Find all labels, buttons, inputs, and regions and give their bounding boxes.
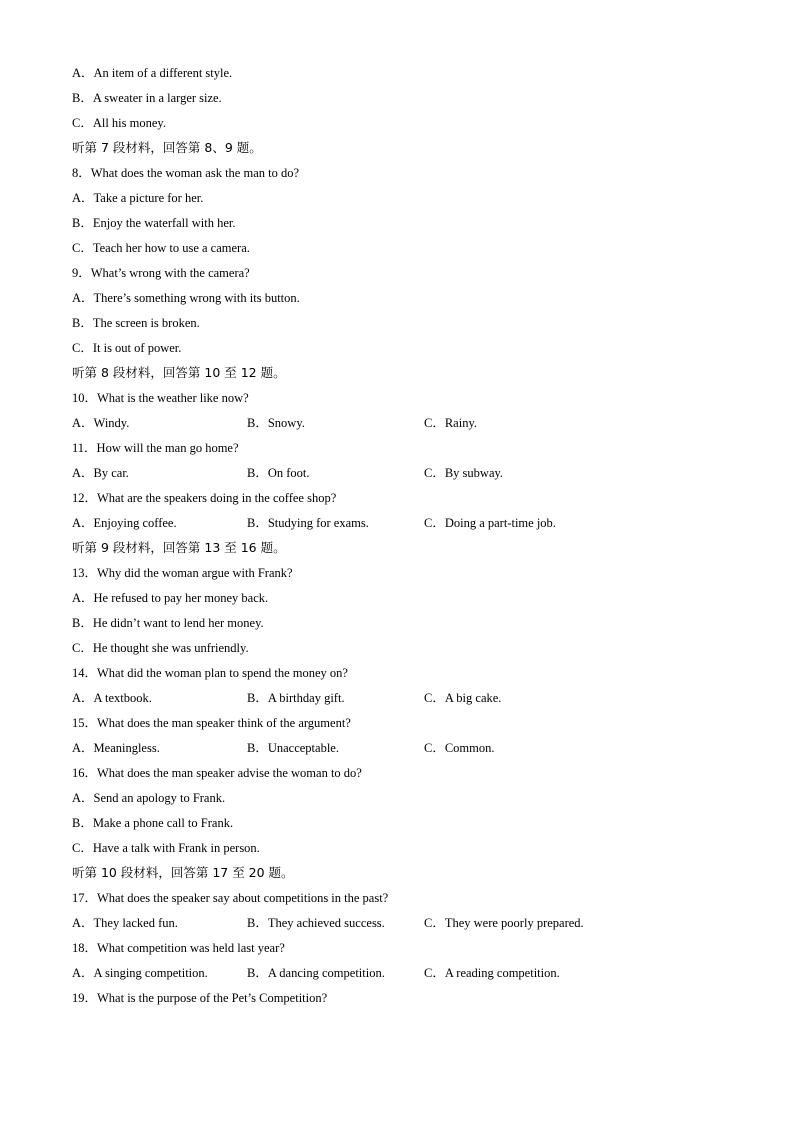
section-instruction: 听第 8 段材料，回答第 10 至 12 题。 (72, 365, 286, 380)
option-a: A．A singing competition. (72, 966, 208, 980)
question-text: 11．How will the man go home? (72, 441, 239, 455)
question-text: 8．What does the woman ask the man to do? (72, 166, 300, 180)
option-row (72, 912, 732, 937)
section-instruction: 听第 10 段材料，回答第 17 至 20 题。 (72, 865, 294, 880)
option-c: C．Rainy. (424, 416, 478, 430)
option-line: A．He refused to pay her money back. (72, 591, 269, 605)
option-row (72, 512, 732, 537)
option-c: C．By subway. (424, 466, 504, 480)
option-line: A．An item of a different style. (72, 66, 233, 80)
question-text: 18．What competition was held last year? (72, 941, 285, 955)
option-row (72, 412, 732, 437)
option-line: C．Have a talk with Frank in person. (72, 841, 260, 855)
option-c: C．They were poorly prepared. (424, 916, 584, 930)
option-line: B．Make a phone call to Frank. (72, 816, 234, 830)
option-line: C．Teach her how to use a camera. (72, 241, 250, 255)
question-text: 16．What does the man speaker advise the woman to do? (72, 766, 362, 780)
option-line: A．Take a picture for her. (72, 191, 204, 205)
option-line: A．There’s something wrong with its button. (72, 291, 300, 305)
option-b: B．They achieved success. (247, 916, 385, 930)
option-c: C．A big cake. (424, 691, 502, 705)
option-b: B．Snowy. (247, 416, 305, 430)
option-b: B．A birthday gift. (247, 691, 345, 705)
option-row (72, 737, 732, 762)
option-line: A．Send an apology to Frank. (72, 791, 226, 805)
option-b: B．Studying for exams. (247, 516, 369, 530)
question-text: 15．What does the man speaker think of the argument? (72, 716, 351, 730)
option-row (72, 462, 732, 487)
option-line: C．He thought she was unfriendly. (72, 641, 249, 655)
question-text: 9．What’s wrong with the camera? (72, 266, 250, 280)
option-line: C．All his money. (72, 116, 166, 130)
question-text: 19．What is the purpose of the Pet’s Competition? (72, 991, 328, 1005)
option-a: A．By car. (72, 466, 129, 480)
option-b: B．Unacceptable. (247, 741, 339, 755)
option-a: A．Windy. (72, 416, 130, 430)
question-text: 14．What did the woman plan to spend the money on? (72, 666, 348, 680)
option-line: B．The screen is broken. (72, 316, 200, 330)
option-row (72, 962, 732, 987)
option-line: B．Enjoy the waterfall with her. (72, 216, 236, 230)
section-instruction: 听第 9 段材料，回答第 13 至 16 题。 (72, 540, 286, 555)
option-a: A．Enjoying coffee. (72, 516, 177, 530)
option-a: A．They lacked fun. (72, 916, 178, 930)
option-c: C．A reading competition. (424, 966, 560, 980)
question-text: 17．What does the speaker say about competitions in the past? (72, 891, 389, 905)
option-line: B．A sweater in a larger size. (72, 91, 222, 105)
option-line: C．It is out of power. (72, 341, 182, 355)
exam-page (72, 62, 732, 1012)
option-a: A．Meaningless. (72, 741, 160, 755)
option-c: C．Common. (424, 741, 495, 755)
question-text: 13．Why did the woman argue with Frank? (72, 566, 293, 580)
section-instruction: 听第 7 段材料，回答第 8、9 题。 (72, 140, 262, 155)
option-b: B．A dancing competition. (247, 966, 385, 980)
option-row (72, 687, 732, 712)
question-text: 12．What are the speakers doing in the coffee shop? (72, 491, 337, 505)
question-text: 10．What is the weather like now? (72, 391, 249, 405)
option-b: B．On foot. (247, 466, 310, 480)
option-line: B．He didn’t want to lend her money. (72, 616, 264, 630)
option-a: A．A textbook. (72, 691, 152, 705)
option-c: C．Doing a part-time job. (424, 516, 556, 530)
